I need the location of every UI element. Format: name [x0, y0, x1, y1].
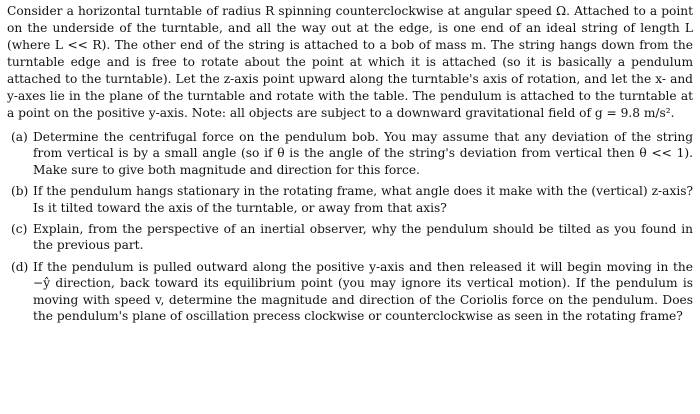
- part-a-label: (a): [11, 130, 28, 144]
- part-c: [7, 221, 693, 254]
- problem-intro: Consider a horizontal turntable of radius R spinning counterclockwise at angular speed Ω. Attached to a point on the underside of the turntable, and all the way out at the edge, is one end of an ideal string of length L (where L << R). The other end of the string is attached to a bob of mass m. The string hangs down from the turntable edge and is free to rotate about the point at which it is attached (so it is basically a pendulum attached to the turntable). Let the z-axis point upward along the turntable's axis of rotation, and let the x- and y-axes lie in the plane of the turntable and rotate with the table. The pendulum is attached to the turntable at a point on the positive y-axis. Note: all objects are subject to a downward gravitational field of g = 9.8 m/s².: [7, 4, 693, 120]
- part-b-label: (b): [11, 184, 29, 199]
- part-c-label: (c): [11, 222, 28, 237]
- part-b-text: If the pendulum hangs stationary in the rotating frame, what angle does it make with the (vertical) z-axis? Is it tilted toward the axis of the turntable, or away from that axis?: [33, 184, 693, 215]
- part-a: [7, 129, 693, 178]
- part-d-label: (d): [11, 259, 29, 274]
- part-c-text: Explain, from the perspective of an inertial observer, why the pendulum should be tilted as you found in the previous part.: [33, 222, 693, 253]
- part-d: [7, 259, 693, 325]
- part-a-text: Determine the centrifugal force on the pendulum bob. You may assume that any deviation of the string from vertical is by a small angle (so if θ is the angle of the string's deviation from vertical then θ << 1). Make sure to give both magnitude and direction for this force.: [33, 130, 693, 177]
- part-d-text: If the pendulum is pulled outward along the positive y-axis and then released it will begin moving in the −ŷ direction, back toward its equilibrium point (you may ignore its vertical motion). If the pendulum is moving with speed v, determine the magnitude and direction of the Coriolis force on the pendulum. Does the pendulum's plane of oscillation precess clockwise or counterclockwise as seen in the rotating frame?: [33, 259, 693, 324]
- part-b: [7, 183, 693, 216]
